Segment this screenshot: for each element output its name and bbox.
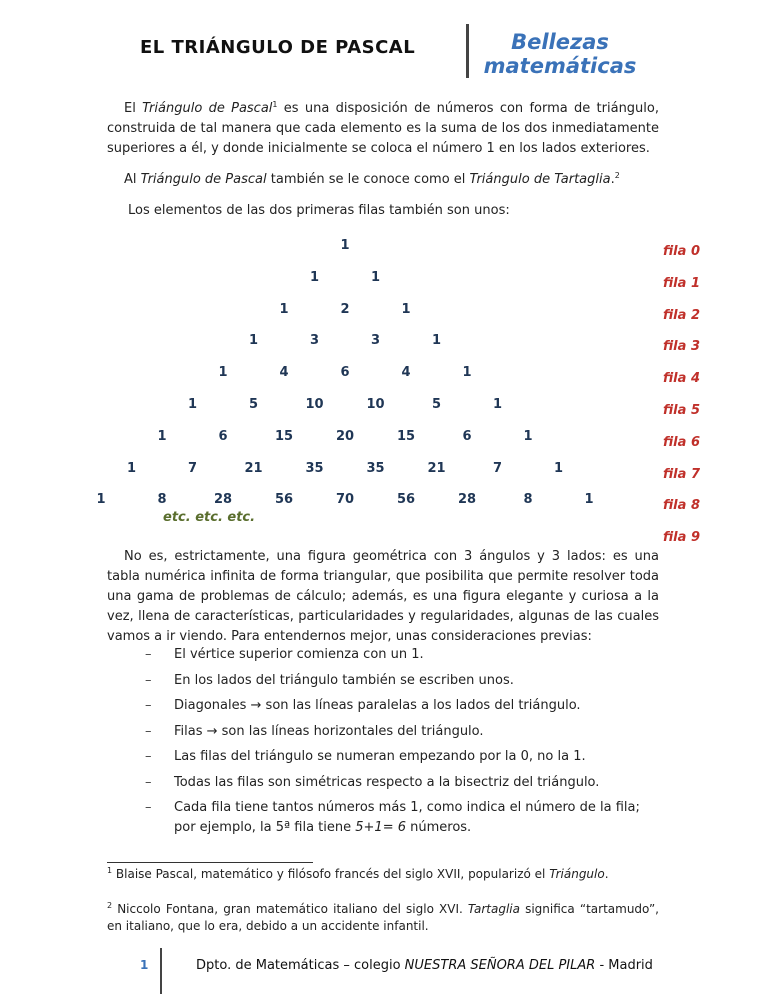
footer-text-b: - Madrid	[595, 958, 653, 973]
triangle-number: 28	[457, 492, 477, 508]
triangle-number: 1	[401, 301, 411, 317]
footer-text	[196, 958, 653, 973]
triangle-number: 1	[584, 492, 594, 508]
footnote-1-emphasis: Triángulo	[549, 867, 605, 881]
list-item-text: El vértice superior comienza con un 1.	[174, 647, 424, 662]
intro-paragraph-1	[107, 99, 659, 159]
triangle-number: 10	[305, 397, 324, 412]
header-divider	[466, 24, 469, 78]
row-label: fila 3	[662, 339, 700, 355]
footnote-ref-1: 1	[272, 100, 278, 109]
triangle-number: 20	[335, 428, 355, 444]
intro-paragraph-2	[107, 170, 659, 190]
body-paragraph: No es, estrictamente, una figura geométrica con 3 ángulos y 3 lados: es una tabla numérica infinita de forma triangular, que posibilita que permite resolver toda una gama de problemas de cálculo; además, es una figura elegante y curiosa a la vez, llena de características, particularidades y regularidades, algunas de las cuales vamos a ir viendo. Para entendernos mejor, unas consideraciones previas:	[107, 549, 659, 644]
triangle-number: 1	[279, 301, 289, 317]
triangle-number: 1	[370, 269, 381, 285]
p2-text-c: .	[610, 172, 615, 187]
triangle-number: 1	[218, 365, 228, 381]
triangle-number: 1	[248, 333, 259, 349]
list-dash: –	[145, 774, 152, 790]
list-item-text: Todas las filas son simétricas respecto a la bisectriz del triángulo.	[174, 774, 600, 790]
list-item-text	[174, 798, 664, 838]
p2-text-b: también se le conoce como el	[266, 172, 470, 187]
list-dash: –	[145, 672, 152, 688]
list-dash: –	[145, 800, 152, 815]
row-label: fila 6	[662, 434, 700, 450]
triangle-number: 15	[396, 428, 416, 444]
brand-line-2: matemáticas	[483, 54, 637, 78]
triangle-number: 5	[248, 397, 259, 412]
row-label: fila 5	[662, 403, 700, 418]
triangle-number: 4	[401, 365, 411, 381]
triangle-number: 10	[366, 397, 385, 412]
triangle-number: 35	[305, 460, 324, 476]
triangle-number: 6	[340, 365, 350, 381]
footnote-rule	[107, 862, 313, 863]
triangle-number: 6	[218, 428, 228, 444]
p1-emphasis: Triángulo de Pascal	[142, 101, 273, 116]
triangle-number: 1	[309, 269, 320, 285]
triangle-number: 21	[244, 460, 263, 476]
row-label: fila 1	[662, 275, 700, 291]
triangle-number: 8	[157, 492, 167, 508]
triangle-number: 4	[279, 365, 289, 381]
triangle-number: 21	[427, 460, 446, 476]
brand-line-1: Bellezas	[511, 30, 609, 54]
triangle-number: 35	[366, 460, 385, 476]
p1-text-a: El	[124, 101, 143, 116]
footer-page-number: 1	[140, 958, 149, 972]
list-dash: –	[145, 749, 152, 764]
row-label: fila 8	[662, 498, 700, 514]
footer-divider	[160, 948, 162, 994]
triangle-number: 2	[340, 301, 350, 317]
p1-text-b: es una disposición de números con forma de triángulo, construida de tal manera que cada elemento es la suma de los dos inmediatamente superiores a él, y donde inicialmente se coloca el número 1 en los lados exteriores.	[107, 101, 659, 156]
triangle-number: 15	[274, 428, 294, 444]
triangle-number: 56	[274, 492, 294, 508]
list-item-text: Las filas del triángulo se numeran empezando por la 0, no la 1.	[174, 749, 586, 764]
footnote-1-number: 1	[107, 866, 113, 875]
footnote-1-text-a: Blaise Pascal, matemático y filósofo francés del siglo XVII, popularizó el	[112, 867, 550, 881]
triangle-number: 1	[340, 238, 350, 253]
row-label: fila 9	[662, 530, 700, 546]
row-label: fila 4	[662, 371, 700, 387]
header-brand	[480, 30, 640, 78]
triangle-number: 56	[396, 492, 416, 508]
list-dash: –	[145, 723, 152, 739]
list-item-text: Filas → son las líneas horizontales del triángulo.	[174, 723, 484, 739]
footnote-1-text-b: .	[604, 867, 609, 881]
footnote-2	[107, 901, 659, 935]
footnote-2-text-a: Niccolo Fontana, gran matemático italiano del siglo XVI.	[112, 902, 468, 916]
triangle-number: 8	[523, 492, 533, 508]
list-item-text: Diagonales → son las líneas paralelas a los lados del triángulo.	[174, 698, 581, 713]
footer-school-name: NUESTRA SEÑORA DEL PILAR	[404, 958, 596, 973]
triangle-number: 1	[126, 460, 137, 476]
row-label: fila 7	[662, 466, 700, 482]
footer-text-a: Dpto. de Matemáticas – colegio	[196, 958, 405, 973]
triangle-number: 1	[157, 428, 167, 444]
footnote-2-text-b: significa “tartamudo”, en italiano, que lo era, debido a un accidente infantil.	[107, 902, 659, 933]
triangle-number: 7	[492, 460, 503, 476]
triangle-number: 1	[523, 428, 533, 444]
list-dash: –	[145, 698, 152, 713]
footnote-1	[107, 866, 659, 883]
p2-emphasis-1: Triángulo de Pascal	[140, 172, 267, 187]
triangle-number: 1	[431, 333, 442, 349]
last-bullet-text-b: números.	[406, 820, 472, 835]
triangle-number: 70	[335, 492, 355, 508]
last-bullet-text-a: Cada fila tiene tantos números más 1, como indica el número de la fila; por ejemplo, la 5ª fila tiene	[174, 800, 640, 835]
etc-note: etc. etc. etc.	[163, 510, 256, 525]
triangle-number: 7	[187, 460, 198, 476]
footnote-2-number: 2	[107, 901, 113, 910]
triangle-number: 5	[431, 397, 442, 412]
triangle-number: 6	[462, 428, 472, 444]
header-title: EL TRIÁNGULO DE PASCAL	[140, 37, 416, 58]
triangle-number: 3	[370, 333, 381, 349]
triangle-number: 1	[187, 397, 198, 412]
triangle-number: 1	[96, 492, 106, 508]
list-dash: –	[145, 647, 152, 662]
p2-text-a: Al	[124, 172, 141, 187]
footnote-2-emphasis: Tartaglia	[467, 902, 520, 916]
triangle-number: 3	[309, 333, 320, 349]
intro-paragraph-3: Los elementos de las dos primeras filas también son unos:	[128, 203, 510, 218]
last-bullet-emphasis: 5+1= 6	[355, 820, 406, 835]
row-label: fila 0	[662, 244, 700, 259]
triangle-number: 1	[492, 397, 503, 412]
triangle-number: 28	[213, 492, 233, 508]
triangle-number: 1	[462, 365, 472, 381]
row-label: fila 2	[662, 307, 700, 323]
p2-emphasis-2: Triángulo de Tartaglia	[469, 172, 611, 187]
triangle-number: 1	[553, 460, 564, 476]
footnote-ref-2: 2	[614, 171, 620, 180]
list-item-text: En los lados del triángulo también se escriben unos.	[174, 672, 514, 688]
